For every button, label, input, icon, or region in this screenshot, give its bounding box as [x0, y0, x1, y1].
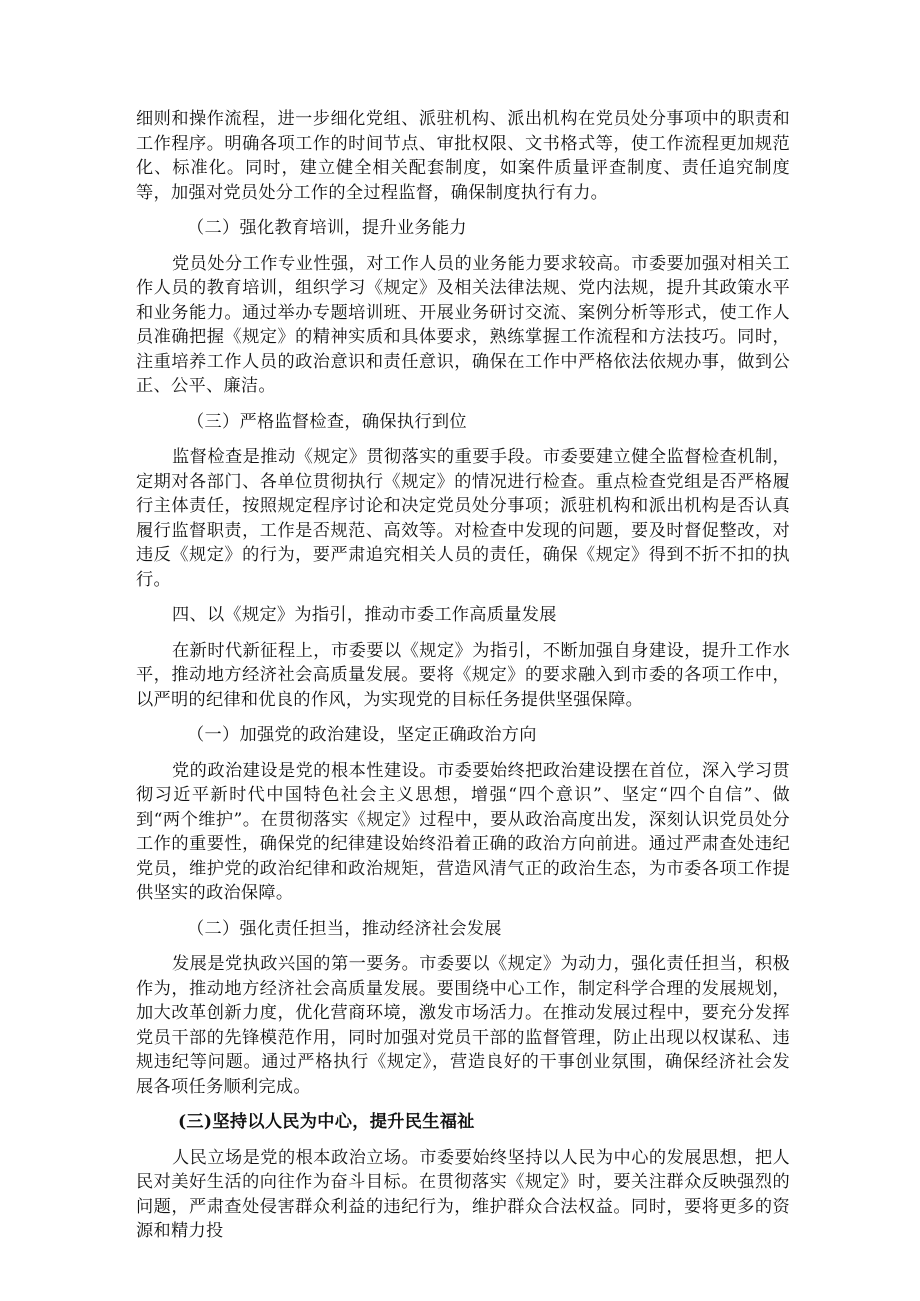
paragraph-education-training: 党员处分工作专业性强，对工作人员的业务能力要求较高。市委要加强对相关工作人员的教育培训，组织学习《规定》及相关法律法规、党内法规，提升其政策水平和业务能力。通过举办专题培训班、开展业务研讨交流、案例分析等形式，使工作人员准确把握《规定》的精神实质和具体要求，熟练掌握工作流程和方法技巧。同时，注重培养工作人员的政治意识和责任意识，确保在工作中严格依法依规办事，做到公正、公平、廉洁。 — [136, 253, 790, 396]
heading-people-centered: (三)坚持以人民为中心，提升民生福祉 — [178, 1112, 475, 1132]
paragraph-responsibility: 发展是党执政兴国的第一要务。市委要以《规定》为动力，强化责任担当，积极作为，推动地方经济社会高质量发展。要围绕中心工作，制定科学合理的发展规划，加大改革创新力度，优化营商环境，激发市场活力。在推动发展过程中，要充分发挥党员干部的先锋模范作用，同时加强对党员干部的监督管理，防止出现以权谋私、违规违纪等问题。通过严格执行《规定》，营造良好的干事创业氛围，确保经济社会发展各项任务顺利完成。 — [136, 954, 790, 1097]
heading-section-four: 四、以《规定》为指引，推动市委工作高质量发展 — [172, 605, 557, 625]
heading-political-building: （一）加强党的政治建设，坚定正确政治方向 — [187, 725, 537, 745]
paragraph-intro-continued: 细则和操作流程，进一步细化党组、派驻机构、派出机构在党员处分事项中的职责和工作程序。明确各项工作的时间节点、审批权限、文书格式等，使工作流程更加规范化、标准化。同时，建立健全相关配套制度，如案件质量评查制度、责任追究制度等，加强对党员处分工作的全过程监督，确保制度执行有力。 — [136, 109, 790, 203]
paragraph-supervision: 监督检查是推动《规定》贯彻落实的重要手段。市委要建立健全监督检查机制，定期对各部门、各单位贯彻执行《规定》的情况进行检查。重点检查党组是否严格履行主体责任，按照规定程序讨论和决定党员处分事项；派驻机构和派出机构是否认真履行监督职责，工作是否规范、高效等。对检查中发现的问题，要及时督促整改，对违反《规定》的行为，要严肃追究相关人员的责任，确保《规定》得到不折不扣的执行。 — [136, 447, 790, 590]
heading-supervision: （三）严格监督检查，确保执行到位 — [187, 411, 467, 432]
paragraph-political-building: 党的政治建设是党的根本性建设。市委要始终把政治建设摆在首位，深入学习贯彻习近平新时代中国特色社会主义思想，增强“四个意识”、坚定“四个自信”、做到“两个维护”。在贯彻落实《规定》过程中，要从政治高度出发，深刻认识党员处分工作的重要性，确保党的纪律建设始终沿着正确的政治方向前进。通过严肃查处违纪党员，维护党的政治纪律和政治规矩，营造风清气正的政治生态，为市委各项工作提供坚实的政治保障。 — [136, 760, 790, 903]
heading-responsibility: （二）强化责任担当，推动经济社会发展 — [187, 918, 502, 939]
heading-education-training: （二）强化教育培训，提升业务能力 — [187, 218, 467, 238]
paragraph-section-four: 在新时代新征程上，市委要以《规定》为指引，不断加强自身建设，提升工作水平，推动地方经济社会高质量发展。要将《规定》的要求融入到市委的各项工作中，以严明的纪律和优良的作风，为实现党的目标任务提供坚强保障。 — [136, 640, 790, 710]
paragraph-people-centered: 人民立场是党的根本政治立场。市委要始终坚持以人民为中心的发展思想，把人民对美好生活的向往作为奋斗目标。在贯彻落实《规定》时，要关注群众反映强烈的问题，严肃查处侵害群众利益的违纪行为，维护群众合法权益。同时，要将更多的资源和精力投 — [136, 1147, 790, 1241]
